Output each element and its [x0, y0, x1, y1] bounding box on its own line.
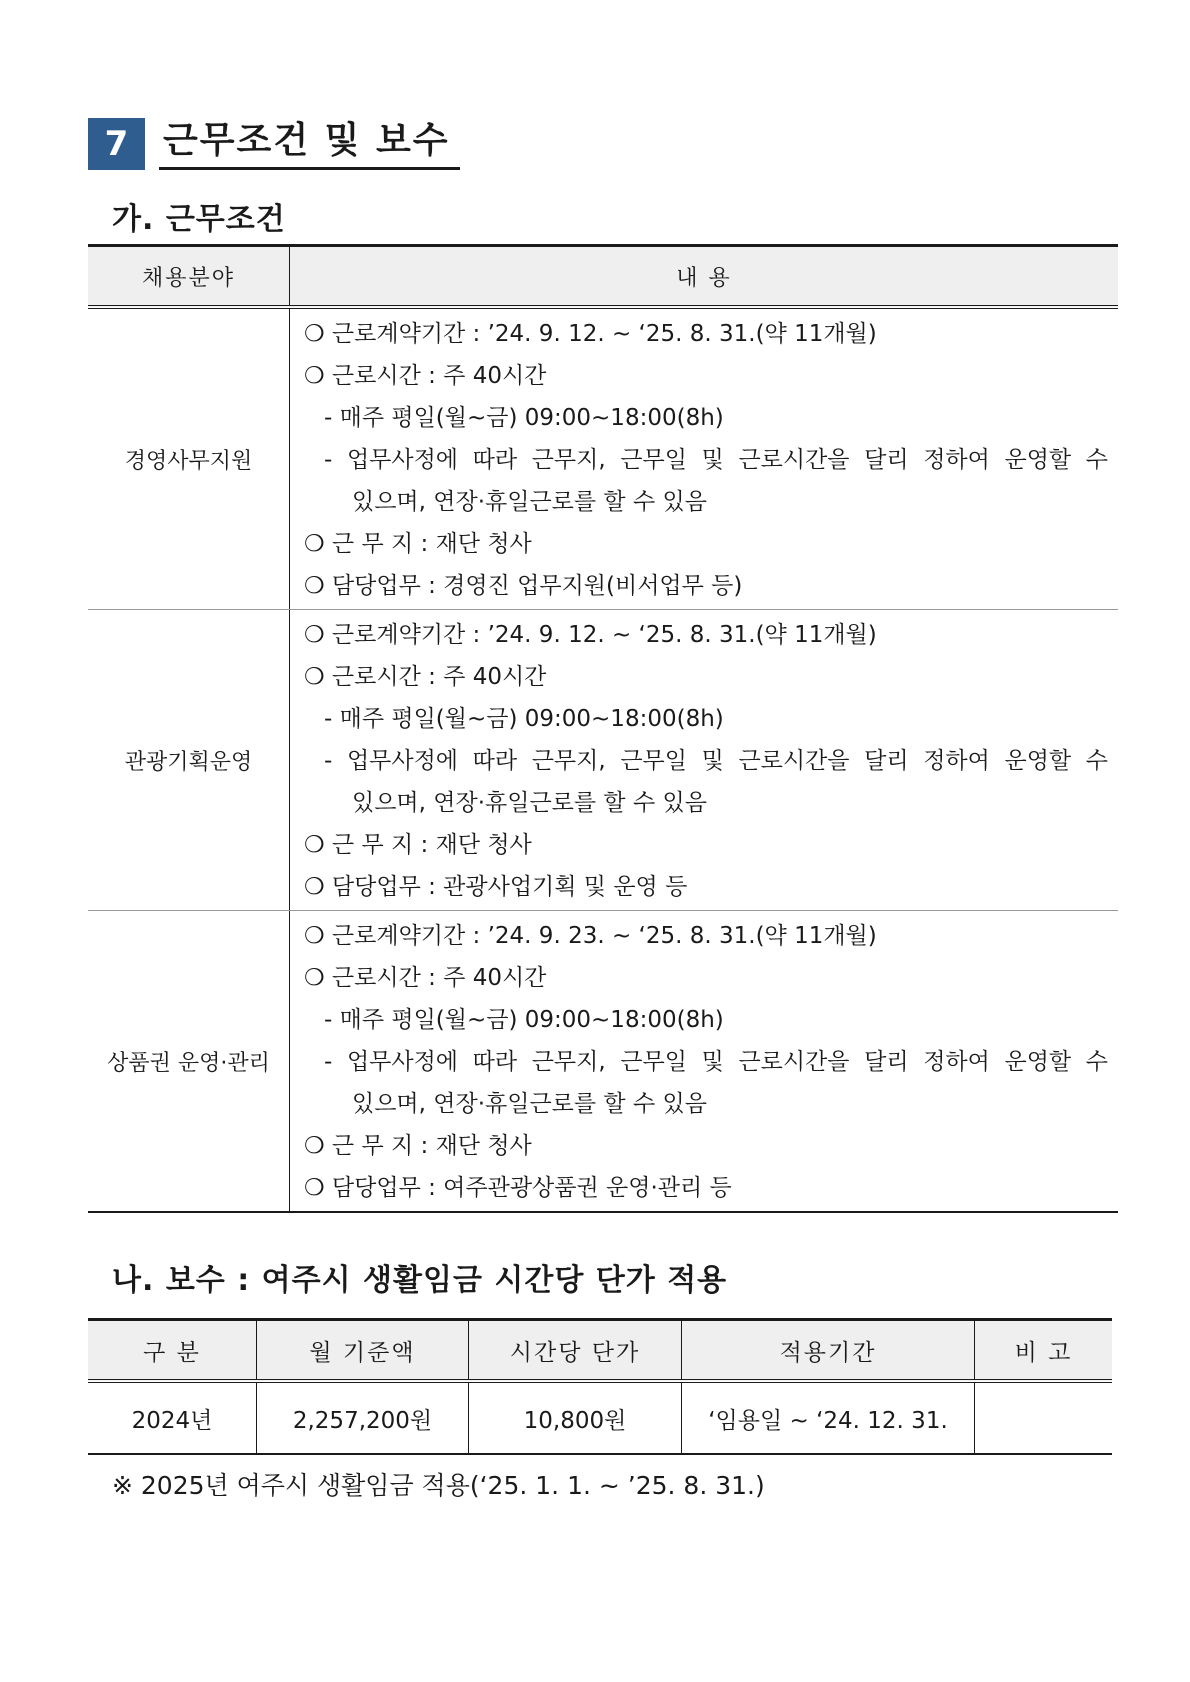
duty: ❍ 담당업무 : 경영진 업무지원(비서업무 등): [304, 573, 743, 599]
contract-period: ❍ 근로계약기간 : ’24. 9. 12. ~ ‘25. 8. 31.(약 11개월): [304, 321, 877, 347]
working-hours: ❍ 근로시간 : 주 40시간: [304, 965, 547, 991]
table-row: [88, 307, 1118, 610]
section-heading: [88, 118, 460, 170]
adjustment-note-cont: 있으며, 연장·휴일근로를 할 수 있음: [352, 790, 707, 816]
header-monthly: 월 기준액: [257, 1320, 469, 1382]
word: 근로시간을: [738, 447, 850, 473]
content-cell: [290, 911, 1119, 1213]
word: 달리: [864, 748, 909, 774]
word: 달리: [864, 1049, 909, 1075]
pay-header-row: [88, 1320, 1112, 1382]
cell-period: ‘임용일 ~ ‘24. 12. 31.: [682, 1381, 975, 1454]
field-cell: 경영사무지원: [88, 307, 290, 610]
cell-remarks: [975, 1381, 1113, 1454]
adjustment-note-cont: 있으며, 연장·휴일근로를 할 수 있음: [352, 1091, 707, 1117]
word: 따라: [472, 447, 518, 473]
word: 업무사정에: [346, 1049, 459, 1075]
word: 수: [1085, 748, 1108, 774]
section-number-badge: 7: [88, 118, 145, 170]
weekday-schedule: - 매주 평일(월~금) 09:00~18:00(8h): [324, 405, 724, 431]
word: 정하여: [923, 1049, 990, 1075]
content-cell: [290, 610, 1119, 911]
word: 정하여: [923, 748, 990, 774]
dash: -: [324, 748, 333, 774]
duty: ❍ 담당업무 : 관광사업기획 및 운영 등: [304, 874, 688, 900]
header-period: 적용기간: [682, 1320, 975, 1382]
contract-period: ❍ 근로계약기간 : ’24. 9. 23. ~ ‘25. 8. 31.(약 11개월): [304, 923, 877, 949]
section-title: 근무조건 및 보수: [159, 119, 460, 170]
conditions-header-row: [88, 246, 1118, 308]
word: 근로시간을: [738, 748, 850, 774]
word: 운영할: [1004, 1049, 1072, 1075]
word: 근무일: [620, 447, 687, 473]
weekday-schedule: - 매주 평일(월~금) 09:00~18:00(8h): [324, 706, 724, 732]
work-place: ❍ 근 무 지 : 재단 청사: [304, 832, 532, 858]
word: 수: [1085, 447, 1108, 473]
work-place: ❍ 근 무 지 : 재단 청사: [304, 1133, 532, 1159]
footnote: ※ 2025년 여주시 생활임금 적용(‘25. 1. 1. ~ ’25. 8. 31.): [112, 1471, 765, 1500]
dash: -: [324, 447, 333, 473]
word: 근무지,: [531, 1049, 606, 1075]
conditions-table: [88, 244, 1118, 1213]
word: 따라: [472, 748, 518, 774]
word: 근무일: [620, 1049, 687, 1075]
word: 및: [701, 1049, 724, 1075]
conditions-heading: 가. 근무조건: [112, 202, 286, 237]
word: 따라: [472, 1049, 518, 1075]
work-place: ❍ 근 무 지 : 재단 청사: [304, 531, 532, 557]
word: 달리: [864, 447, 909, 473]
word: 업무사정에: [346, 447, 459, 473]
cell-hourly: 10,800원: [469, 1381, 682, 1454]
contract-period: ❍ 근로계약기간 : ’24. 9. 12. ~ ‘25. 8. 31.(약 11개월): [304, 622, 877, 648]
word: 운영할: [1004, 447, 1072, 473]
table-row: [88, 610, 1118, 911]
word: 근무지,: [531, 748, 606, 774]
word: 업무사정에: [346, 748, 459, 774]
duty: ❍ 담당업무 : 여주관광상품권 운영·관리 등: [304, 1175, 732, 1201]
working-hours: ❍ 근로시간 : 주 40시간: [304, 363, 547, 389]
working-hours: ❍ 근로시간 : 주 40시간: [304, 664, 547, 690]
header-field: 채용분야: [88, 246, 290, 308]
dash: -: [324, 1049, 333, 1075]
field-cell: 관광기획운영: [88, 610, 290, 911]
header-category: 구 분: [88, 1320, 257, 1382]
header-content: 내 용: [290, 246, 1119, 308]
word: 수: [1085, 1049, 1108, 1075]
word: 정하여: [923, 447, 990, 473]
word: 운영할: [1004, 748, 1072, 774]
weekday-schedule: - 매주 평일(월~금) 09:00~18:00(8h): [324, 1007, 724, 1033]
adjustment-note: [304, 439, 1108, 481]
word: 및: [701, 748, 724, 774]
table-row: [88, 1381, 1112, 1454]
word: 및: [701, 447, 724, 473]
pay-table: [88, 1318, 1112, 1455]
cell-category: 2024년: [88, 1381, 257, 1454]
word: 근무일: [620, 748, 687, 774]
content-cell: [290, 307, 1119, 610]
cell-monthly: 2,257,200원: [257, 1381, 469, 1454]
header-remarks: 비 고: [975, 1320, 1113, 1382]
word: 근로시간을: [738, 1049, 850, 1075]
field-cell: 상품권 운영·관리: [88, 911, 290, 1213]
pay-heading: 나. 보수 : 여주시 생활임금 시간당 단가 적용: [112, 1263, 728, 1298]
table-row: [88, 911, 1118, 1213]
adjustment-note: [304, 740, 1108, 782]
header-hourly: 시간당 단가: [469, 1320, 682, 1382]
adjustment-note: [304, 1041, 1108, 1083]
word: 근무지,: [531, 447, 606, 473]
adjustment-note-cont: 있으며, 연장·휴일근로를 할 수 있음: [352, 489, 707, 515]
